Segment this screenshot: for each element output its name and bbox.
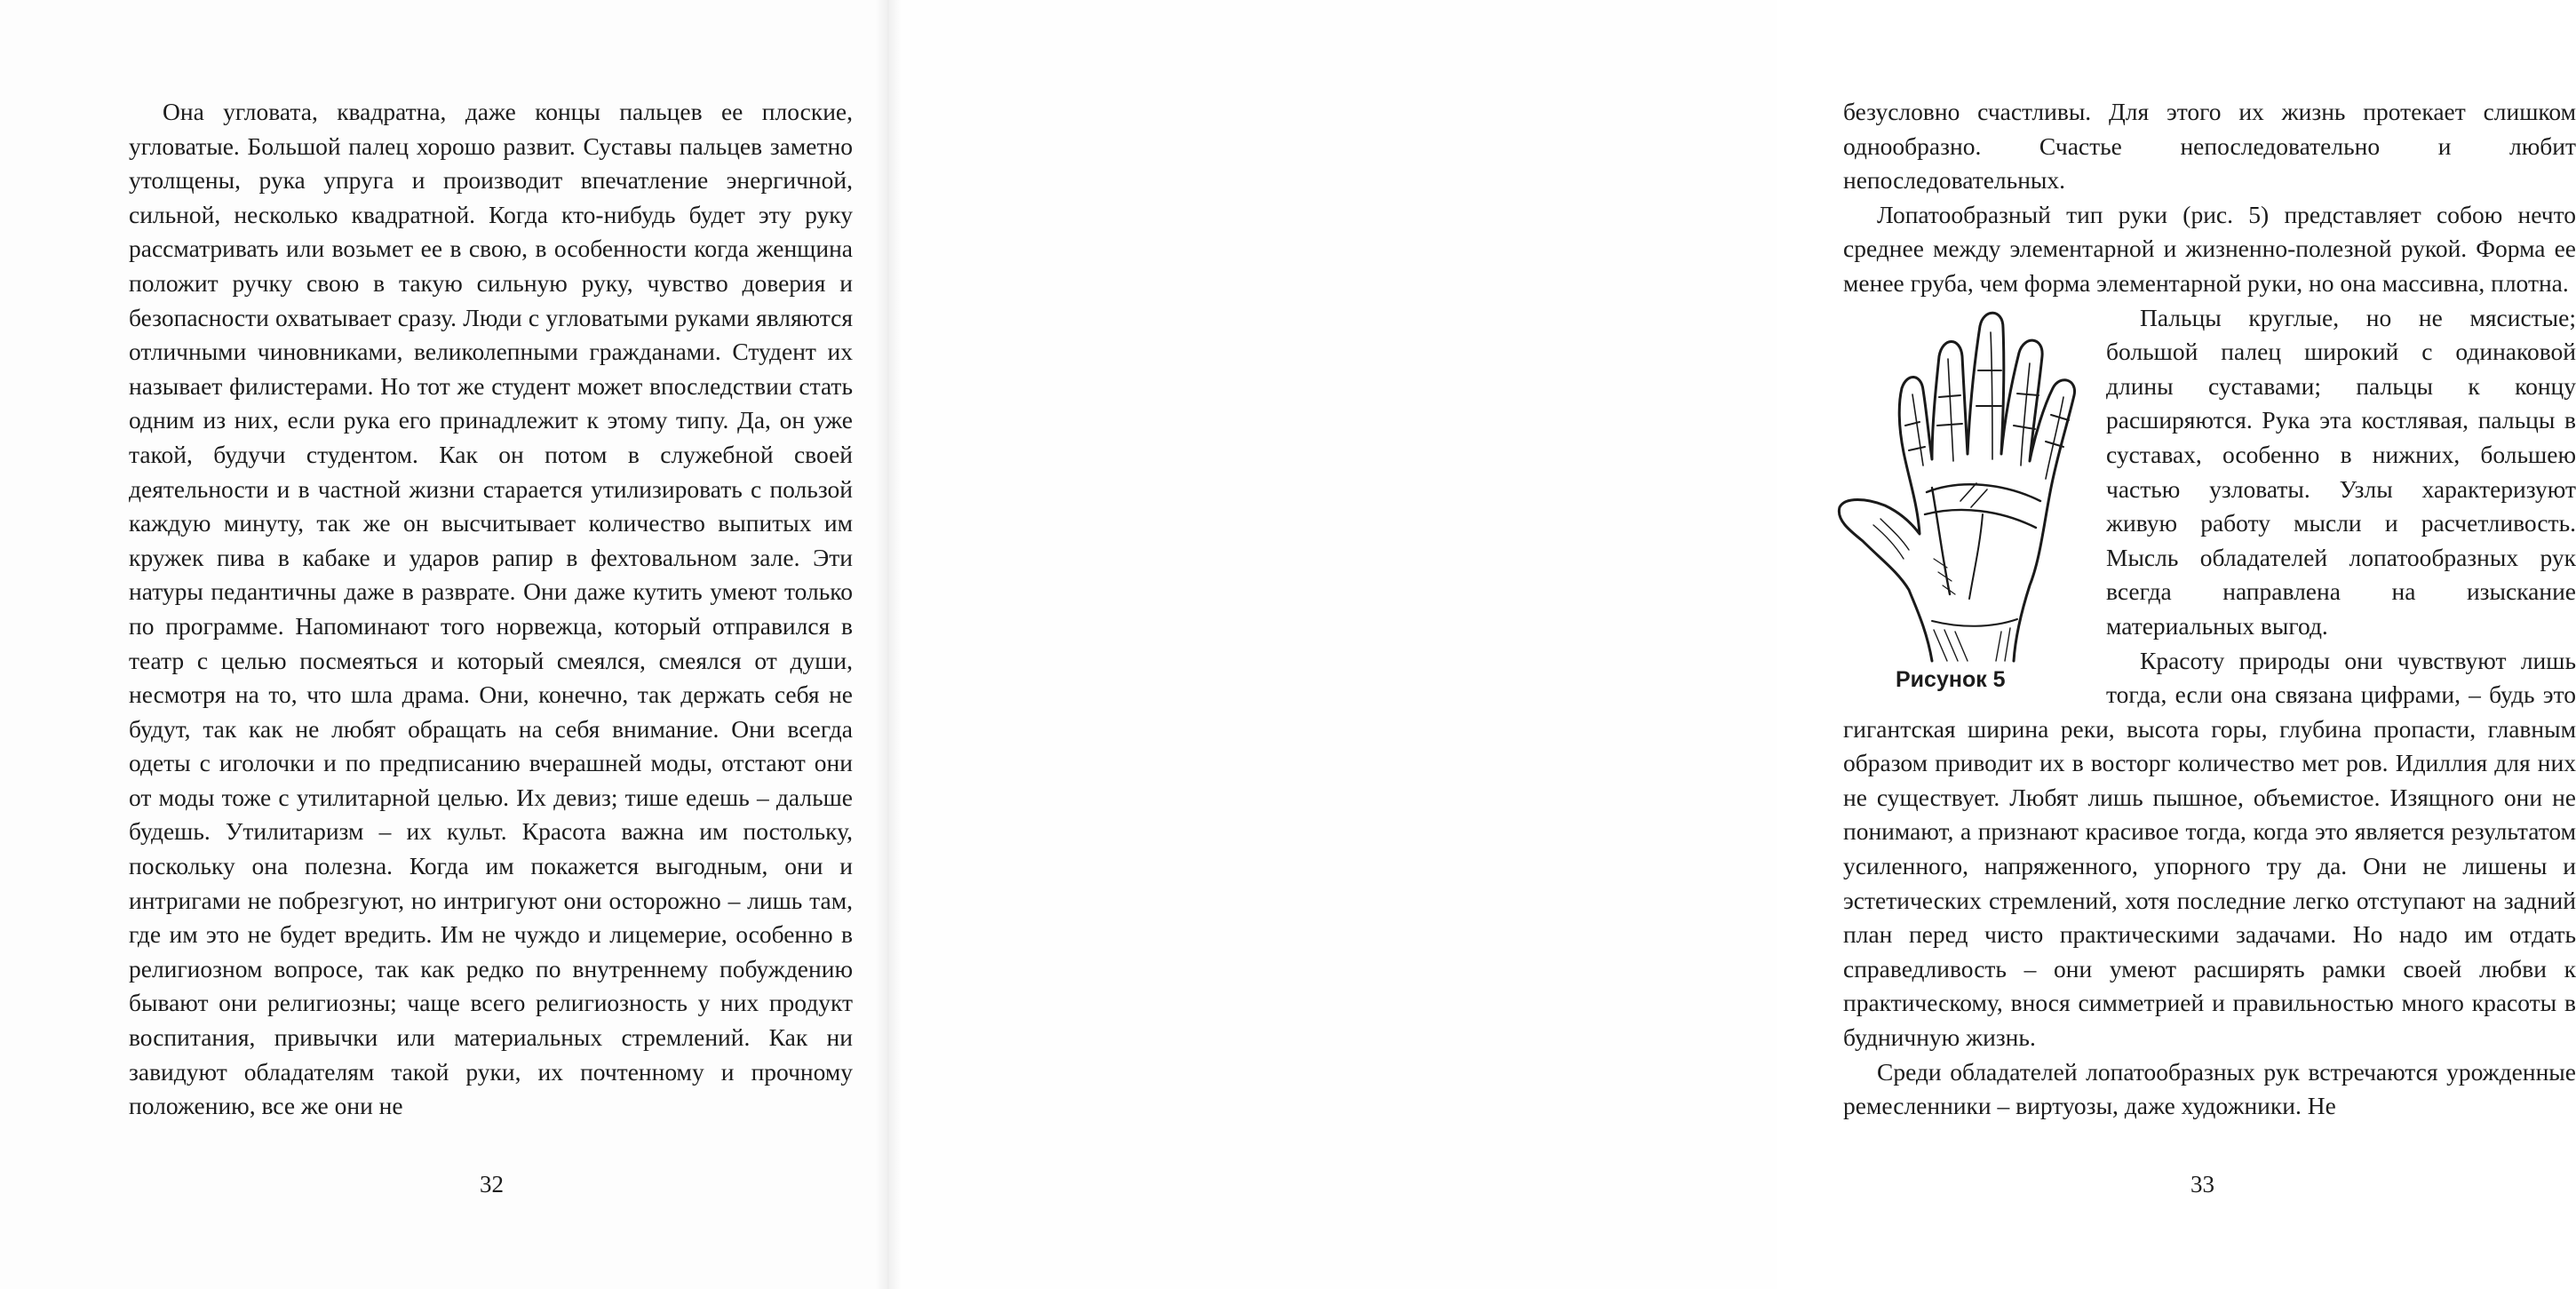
spatulate-hand-intro-paragraph — [1843, 198, 2576, 301]
right-page — [888, 0, 2576, 1289]
figure-caption: Рисунок 5 — [1896, 666, 2006, 692]
left-page-body — [129, 95, 853, 1124]
intro-text: Лопатообразный тип руки (рис. 5) представляет собою нечто среднее между элементарной и жизненно-полезной рукой. Форма ее менее груба, чем форма элементарной руки, но она массивна, плотна. — [1843, 200, 2576, 297]
hand-palm-illustration-icon — [1827, 301, 2094, 674]
continuation-paragraph: безусловно счастливы. Для этого их жизнь протекает слишком однообразно. Счастье непоследовательно и любит непоследовательных. — [1843, 98, 2576, 195]
left-page — [0, 0, 888, 1289]
figure-5 — [1827, 301, 2094, 692]
book-gutter-shadow — [875, 0, 902, 1289]
page-number-left: 32 — [480, 1171, 504, 1197]
left-paragraph: Она угловата, квадратна, даже концы пальцев ее плоские, угловатые. Большой палец хорошо развит. Суставы пальцев заметно утолщены, рука упруга и производит впечатление энергичной, сильной, несколько квадратной. Когда кто-нибудь будет эту руку рассматривать или возьмет ее в свою, в особенности когда женщина положит ручку свою в такую сильную руку, чувство доверия и безопасности охватывает сразу. Люди с угловатыми руками являются отличными чиновниками, великолепными гражданами. Студент их называет филистерами. Но тот же студент может впоследствии стать одним из них, если рука его принадлежит к этому типу. Да, он уже такой, будучи студентом. Как он потом в служебной своей деятельности и в частной жизни старается утилизировать с пользой каждую минуту, так же он высчитывает количество выпитых им кружек пива в кабаке и ударов рапир в фехтовальном зале. Эти натуры педантичны даже в разврате. Они даже кутить умеют только по программе. Напоминают того норвежца, который отправился в театр с целью посмеяться и который смеялся, смеялся от души, несмотря на то, что шла драма. Они, конечно, так держать себя не будут, так как не любят обращать на себя внимание. Они всегда одеты с иголочки и по предписанию вчерашней моды, отстают они от моды тоже с утилитарной целью. Их девиз; тише едешь – дальше будешь. Утилитаризм – их культ. Красота важна им постольку, поскольку она полезна. Когда им покажется выгодным, они и интригами не побрезгуют, но интригуют они осторожно – лишь там, где им это не будет вредить. Им не чуждо и лицемерие, особенно в религиозном вопросе, так как редко по внутреннему побуждению бывают они религиозны; чаще всего религиозность у них продукт воспитания, привычки или материальных стремлений. Как ни завидуют обладателям такой руки, их почтенному и прочному положению, все же они не — [129, 98, 853, 1120]
beauty-paragraph: Красоту природы они чувствуют лишь тогда, если она связана цифрами, – будь это гигантская ширина реки, высота горы, глубина пропасти, главным образом приводит их в восторг количество мет ров. Идиллия для них не существует. Любят лишь пышное, объемистое. Изящного они не понимают, а признают красивое тогда, когда это является результатом усиленного, напряженного, упорного тру да. Они не лишены и эстетических стремлений, хотя последние легко отступают на задний план перед чисто практическими задачами. Но надо им отдать справедливость – они умеют расширять рамки своей любви к практическому, внося симметрией и правильностью много красоты в будничную жизнь. — [1843, 646, 2576, 1052]
crafts-paragraph: Среди обладателей лопатообразных рук встречаются урожденные ремесленники – виртуозы, даже художники. Не — [1843, 1057, 2576, 1120]
right-page-body — [1843, 95, 2576, 1124]
page-number-right: 33 — [2190, 1171, 2214, 1197]
fingers-paragraph: Пальцы круглые, но не мясистые; большой палец широкий с одинаковой длины суставами; пальцы к концу расширяются. Рука эта костлявая, пальцы в суставах, особенно в нижних, большею частью узловаты. Узлы характеризуют живую работу мысли и расчетливость. Мысль обладателей лопатообразных рук всегда направлена на изыскание материальных выгод. — [2106, 303, 2576, 640]
